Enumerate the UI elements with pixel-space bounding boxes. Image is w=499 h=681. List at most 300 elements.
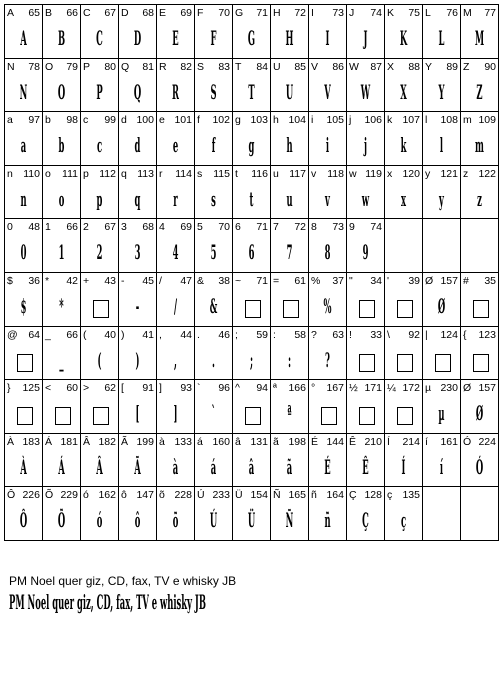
glyph-label xyxy=(425,382,458,394)
glyph-preview: T xyxy=(248,79,255,104)
glyph-label xyxy=(45,221,78,233)
glyph-preview: Á xyxy=(58,454,65,479)
glyph-code: 147 xyxy=(136,489,154,502)
glyph-char: | xyxy=(425,328,428,341)
glyph-label xyxy=(235,7,268,19)
glyph-preview: a xyxy=(20,133,27,158)
glyph-label xyxy=(235,329,268,341)
glyph-label xyxy=(463,382,496,394)
glyph-code: 224 xyxy=(478,435,496,448)
glyph-preview: Â xyxy=(96,454,103,479)
glyph-label xyxy=(197,275,230,287)
glyph-char: Ø xyxy=(425,274,434,287)
glyph-code: 101 xyxy=(174,114,192,127)
glyph-code: 105 xyxy=(326,114,344,127)
glyph-label xyxy=(349,329,382,341)
glyph-char: ° xyxy=(311,382,316,395)
glyph-label xyxy=(349,275,382,287)
glyph-code: 108 xyxy=(440,114,458,127)
glyph-code: 228 xyxy=(174,489,192,502)
glyph-cell xyxy=(43,5,81,59)
glyph-label xyxy=(159,61,192,73)
glyph-cell xyxy=(119,272,157,326)
glyph-preview: I xyxy=(325,26,330,50)
glyph-code: 226 xyxy=(22,489,40,502)
glyph-preview: J xyxy=(363,26,368,50)
glyph-code: 124 xyxy=(440,328,458,341)
glyph-preview: f xyxy=(211,133,216,158)
glyph-preview: D xyxy=(133,26,142,50)
glyph-cell xyxy=(119,112,157,166)
glyph-code: 66 xyxy=(66,7,78,19)
glyph-label xyxy=(45,275,78,287)
glyph-cell xyxy=(157,5,195,59)
glyph-char: Á xyxy=(45,435,53,448)
glyph-cell xyxy=(43,58,81,112)
glyph-label xyxy=(463,114,496,126)
glyph-label xyxy=(387,436,420,448)
glyph-preview: H xyxy=(285,26,294,50)
glyph-label xyxy=(197,221,230,233)
glyph-cell xyxy=(5,165,43,219)
glyph-label xyxy=(45,436,78,448)
glyph-label xyxy=(311,61,344,73)
glyph-cell xyxy=(385,487,423,541)
glyph-char: . xyxy=(197,328,200,341)
glyph-label xyxy=(425,168,458,180)
glyph-label xyxy=(83,489,116,501)
glyph-cell xyxy=(347,219,385,273)
glyph-label xyxy=(83,221,116,233)
glyph-preview: s xyxy=(211,186,216,211)
glyph-char: n xyxy=(7,167,13,180)
glyph-label xyxy=(425,61,458,73)
glyph-char: V xyxy=(311,60,319,73)
glyph-char: [ xyxy=(121,382,124,395)
glyph-cell xyxy=(43,112,81,166)
glyph-code: 98 xyxy=(66,114,78,127)
glyph-label xyxy=(7,489,40,501)
missing-glyph-box-icon xyxy=(17,354,33,372)
glyph-label xyxy=(197,61,230,73)
glyph-cell xyxy=(233,165,271,219)
glyph-char: f xyxy=(197,114,200,127)
glyph-code: 66 xyxy=(66,328,78,341)
glyph-cell xyxy=(309,165,347,219)
glyph-cell xyxy=(119,380,157,434)
glyph-label xyxy=(349,489,382,501)
glyph-label xyxy=(7,329,40,341)
glyph-char: e xyxy=(159,114,165,127)
glyph-char: 8 xyxy=(311,221,317,234)
glyph-label xyxy=(121,489,154,501)
glyph-cell xyxy=(157,433,195,487)
glyph-cell xyxy=(5,380,43,434)
glyph-code: 94 xyxy=(256,382,268,395)
glyph-cell xyxy=(271,487,309,541)
glyph-code: 73 xyxy=(332,221,344,234)
glyph-code: 172 xyxy=(402,382,420,395)
glyph-cell xyxy=(119,433,157,487)
glyph-code: 131 xyxy=(250,435,268,448)
glyph-code: 182 xyxy=(98,435,116,448)
glyph-char: T xyxy=(235,60,242,73)
glyph-code: 33 xyxy=(370,328,382,341)
glyph-char: j xyxy=(349,114,352,127)
glyph-preview: à xyxy=(172,454,179,479)
glyph-label xyxy=(7,168,40,180)
glyph-code: 43 xyxy=(104,274,116,287)
glyph-code: 106 xyxy=(364,114,382,127)
glyph-preview: . xyxy=(212,347,215,372)
glyph-label xyxy=(45,7,78,19)
glyph-preview: g xyxy=(248,133,255,158)
glyph-label xyxy=(387,382,420,394)
glyph-char: I xyxy=(311,7,314,19)
glyph-char: ñ xyxy=(311,489,317,502)
glyph-cell xyxy=(461,112,499,166)
glyph-code: 37 xyxy=(332,274,344,287)
glyph-char: B xyxy=(45,7,53,19)
glyph-preview: X xyxy=(400,79,407,104)
glyph-preview: 6 xyxy=(248,240,255,265)
glyph-char: O xyxy=(45,60,54,73)
glyph-cell xyxy=(423,58,461,112)
glyph-preview: 5 xyxy=(210,240,217,265)
glyph-char: l xyxy=(425,114,428,127)
glyph-preview: _ xyxy=(59,347,64,372)
glyph-char: Ô xyxy=(7,489,16,502)
glyph-cell xyxy=(347,487,385,541)
glyph-preview: z xyxy=(477,186,482,211)
glyph-preview: : xyxy=(287,347,292,372)
glyph-char: = xyxy=(273,274,280,287)
glyph-char: { xyxy=(463,328,467,341)
glyph-char: @ xyxy=(7,328,18,341)
glyph-label xyxy=(159,275,192,287)
glyph-code: 199 xyxy=(136,435,154,448)
glyph-char: M xyxy=(463,7,472,19)
glyph-code: 165 xyxy=(288,489,306,502)
glyph-char: ½ xyxy=(349,382,358,395)
glyph-code: 93 xyxy=(180,382,192,395)
glyph-label xyxy=(159,489,192,501)
glyph-label xyxy=(235,275,268,287)
glyph-char: ~ xyxy=(235,274,242,287)
missing-glyph-box-icon xyxy=(397,354,413,372)
glyph-char: ! xyxy=(349,328,352,341)
glyph-cell xyxy=(81,58,119,112)
glyph-label xyxy=(311,221,344,233)
glyph-char: ' xyxy=(387,274,390,287)
glyph-code: 60 xyxy=(66,382,78,395)
glyph-char: t xyxy=(235,167,238,180)
glyph-cell xyxy=(195,219,233,273)
glyph-label xyxy=(387,329,420,341)
glyph-label xyxy=(235,489,268,501)
glyph-char: x xyxy=(387,167,393,180)
glyph-preview: b xyxy=(58,133,65,158)
glyph-code: 160 xyxy=(212,435,230,448)
glyph-cell xyxy=(233,219,271,273)
glyph-preview: / xyxy=(173,293,178,318)
glyph-char: ` xyxy=(197,382,201,395)
glyph-char: 1 xyxy=(45,221,51,234)
glyph-char: " xyxy=(349,274,353,287)
glyph-preview: - xyxy=(135,293,140,318)
glyph-char: Õ xyxy=(45,489,54,502)
glyph-code: 119 xyxy=(365,167,382,180)
glyph-code: 47 xyxy=(180,274,192,287)
glyph-label xyxy=(235,382,268,394)
glyph-preview: $ xyxy=(20,293,27,318)
glyph-code: 71 xyxy=(256,274,268,287)
glyph-preview: x xyxy=(400,186,407,211)
glyph-cell xyxy=(271,433,309,487)
glyph-label xyxy=(197,382,230,394)
grid-row xyxy=(5,272,499,326)
glyph-label xyxy=(83,168,116,180)
glyph-code: 125 xyxy=(22,382,40,395)
glyph-code: 90 xyxy=(484,60,496,73)
glyph-char: ç xyxy=(387,489,393,502)
glyph-cell xyxy=(195,5,233,59)
empty-cell xyxy=(423,219,461,273)
glyph-code: 35 xyxy=(484,274,496,287)
glyph-code: 74 xyxy=(370,7,382,19)
glyph-char: N xyxy=(7,60,15,73)
glyph-cell xyxy=(157,112,195,166)
glyph-code: 42 xyxy=(66,274,78,287)
glyph-code: 79 xyxy=(66,60,78,73)
glyph-preview: B xyxy=(57,26,66,50)
glyph-label xyxy=(273,221,306,233)
glyph-cell xyxy=(347,165,385,219)
glyph-label xyxy=(159,221,192,233)
glyph-code: 38 xyxy=(218,274,230,287)
glyph-cell xyxy=(347,433,385,487)
glyph-cell xyxy=(271,272,309,326)
glyph-code: 91 xyxy=(142,382,154,395)
glyph-preview: N xyxy=(19,79,28,104)
glyph-code: 229 xyxy=(60,489,78,502)
empty-cell xyxy=(461,219,499,273)
glyph-cell xyxy=(385,380,423,434)
glyph-label xyxy=(197,489,230,501)
glyph-cell xyxy=(233,326,271,380)
glyph-preview: ô xyxy=(134,508,141,533)
glyph-preview: Ø xyxy=(437,293,446,318)
glyph-char: + xyxy=(83,274,90,287)
glyph-preview: Ü xyxy=(247,508,256,533)
glyph-preview: ) xyxy=(135,347,140,372)
glyph-code: 167 xyxy=(326,382,344,395)
glyph-cell xyxy=(157,219,195,273)
glyph-preview: Ê xyxy=(362,454,369,479)
glyph-label xyxy=(235,61,268,73)
glyph-preview: Ñ xyxy=(285,508,294,533)
glyph-char: ª xyxy=(273,382,277,395)
glyph-cell xyxy=(309,433,347,487)
glyph-preview: p xyxy=(96,186,103,211)
glyph-code: 114 xyxy=(175,167,192,180)
glyph-code: 104 xyxy=(288,114,306,127)
glyph-char: D xyxy=(121,7,129,19)
glyph-char: 5 xyxy=(197,221,203,234)
glyph-label xyxy=(7,275,40,287)
glyph-label xyxy=(273,114,306,126)
glyph-label xyxy=(121,329,154,341)
glyph-code: 64 xyxy=(28,328,40,341)
glyph-cell xyxy=(233,433,271,487)
glyph-label xyxy=(273,61,306,73)
glyph-cell xyxy=(195,272,233,326)
glyph-code: 41 xyxy=(142,328,154,341)
glyph-code: 118 xyxy=(327,167,344,180)
glyph-cell xyxy=(195,433,233,487)
glyph-code: 99 xyxy=(104,114,116,127)
glyph-char: } xyxy=(7,382,11,395)
glyph-char: ô xyxy=(121,489,127,502)
glyph-char: s xyxy=(197,167,203,180)
glyph-char: Ñ xyxy=(273,489,281,502)
glyph-code: 83 xyxy=(218,60,230,73)
glyph-preview: c xyxy=(96,133,103,158)
glyph-char: R xyxy=(159,60,167,73)
glyph-preview: í xyxy=(439,454,444,479)
glyph-label xyxy=(349,221,382,233)
glyph-cell xyxy=(461,272,499,326)
glyph-code: 89 xyxy=(446,60,458,73)
glyph-cell xyxy=(5,5,43,59)
glyph-code: 63 xyxy=(332,328,344,341)
glyph-label xyxy=(463,7,496,19)
glyph-code: 78 xyxy=(28,60,40,73)
glyph-label xyxy=(83,61,116,73)
glyph-code: 128 xyxy=(364,489,382,502)
glyph-char: X xyxy=(387,60,395,73)
glyph-preview: & xyxy=(209,293,218,318)
glyph-cell xyxy=(385,112,423,166)
empty-cell xyxy=(423,487,461,541)
glyph-cell xyxy=(195,112,233,166)
glyph-char: y xyxy=(425,167,431,180)
glyph-code: 210 xyxy=(364,435,382,448)
glyph-label xyxy=(425,329,458,341)
glyph-label xyxy=(197,114,230,126)
glyph-label xyxy=(273,382,306,394)
glyph-label xyxy=(45,329,78,341)
glyph-preview: É xyxy=(324,454,331,479)
glyph-preview: E xyxy=(172,26,179,50)
glyph-preview: * xyxy=(59,293,64,318)
glyph-preview: Ô xyxy=(19,508,28,533)
glyph-code: 230 xyxy=(440,382,458,395)
missing-glyph-box-icon xyxy=(55,407,71,425)
glyph-code: 110 xyxy=(23,167,40,180)
glyph-cell xyxy=(233,272,271,326)
glyph-label xyxy=(349,7,382,19)
glyph-code: 39 xyxy=(408,274,420,287)
glyph-preview: W xyxy=(360,79,371,104)
glyph-cell xyxy=(43,433,81,487)
glyph-char: i xyxy=(311,114,314,127)
glyph-label xyxy=(159,436,192,448)
glyph-char: â xyxy=(235,435,241,448)
glyph-char: Ê xyxy=(349,435,357,448)
glyph-preview: Z xyxy=(476,79,483,104)
glyph-label xyxy=(235,114,268,126)
glyph-code: 66 xyxy=(66,221,78,234)
glyph-label xyxy=(349,436,382,448)
glyph-label xyxy=(273,168,306,180)
glyph-char: á xyxy=(197,435,203,448)
glyph-preview: ; xyxy=(249,347,254,372)
glyph-char: ¼ xyxy=(387,382,396,395)
glyph-preview: õ xyxy=(172,508,179,533)
glyph-code: 40 xyxy=(104,328,116,341)
glyph-label xyxy=(311,489,344,501)
glyph-char: % xyxy=(311,274,321,287)
glyph-preview: 2 xyxy=(96,240,103,265)
glyph-preview: m xyxy=(475,133,484,158)
glyph-preview: d xyxy=(134,133,141,158)
glyph-char: ) xyxy=(121,328,125,341)
glyph-label xyxy=(311,114,344,126)
glyph-preview: y xyxy=(439,186,444,211)
glyph-code: 45 xyxy=(142,274,154,287)
glyph-preview: ` xyxy=(211,401,216,426)
glyph-cell xyxy=(43,165,81,219)
glyph-preview: U xyxy=(285,79,294,104)
missing-glyph-box-icon xyxy=(397,407,413,425)
glyph-char: Ø xyxy=(463,382,472,395)
glyph-char: Ü xyxy=(235,489,243,502)
glyph-char: ^ xyxy=(235,382,240,395)
glyph-label xyxy=(387,61,420,73)
glyph-cell xyxy=(81,487,119,541)
glyph-cell xyxy=(81,219,119,273)
glyph-preview: F xyxy=(210,26,217,50)
glyph-code: 109 xyxy=(478,114,496,127)
glyph-label xyxy=(121,168,154,180)
glyph-preview: ª xyxy=(287,401,292,426)
glyph-cell xyxy=(195,487,233,541)
glyph-char: F xyxy=(197,7,204,19)
glyph-cell xyxy=(81,5,119,59)
glyph-char: C xyxy=(83,7,91,19)
character-map-grid xyxy=(4,4,499,541)
glyph-preview: 9 xyxy=(362,240,369,265)
glyph-label xyxy=(197,436,230,448)
glyph-cell xyxy=(461,326,499,380)
glyph-code: 171 xyxy=(364,382,382,395)
glyph-char: G xyxy=(235,7,244,19)
glyph-label xyxy=(121,382,154,394)
glyph-code: 115 xyxy=(213,167,230,180)
glyph-cell xyxy=(385,58,423,112)
glyph-preview: S xyxy=(210,79,217,104)
glyph-label xyxy=(45,489,78,501)
glyph-char: É xyxy=(311,435,319,448)
glyph-cell xyxy=(461,165,499,219)
glyph-preview: r xyxy=(173,186,178,211)
glyph-cell xyxy=(43,487,81,541)
glyph-code: 181 xyxy=(60,435,78,448)
glyph-preview: h xyxy=(286,133,293,158)
glyph-code: 116 xyxy=(251,167,268,180)
glyph-cell xyxy=(461,58,499,112)
